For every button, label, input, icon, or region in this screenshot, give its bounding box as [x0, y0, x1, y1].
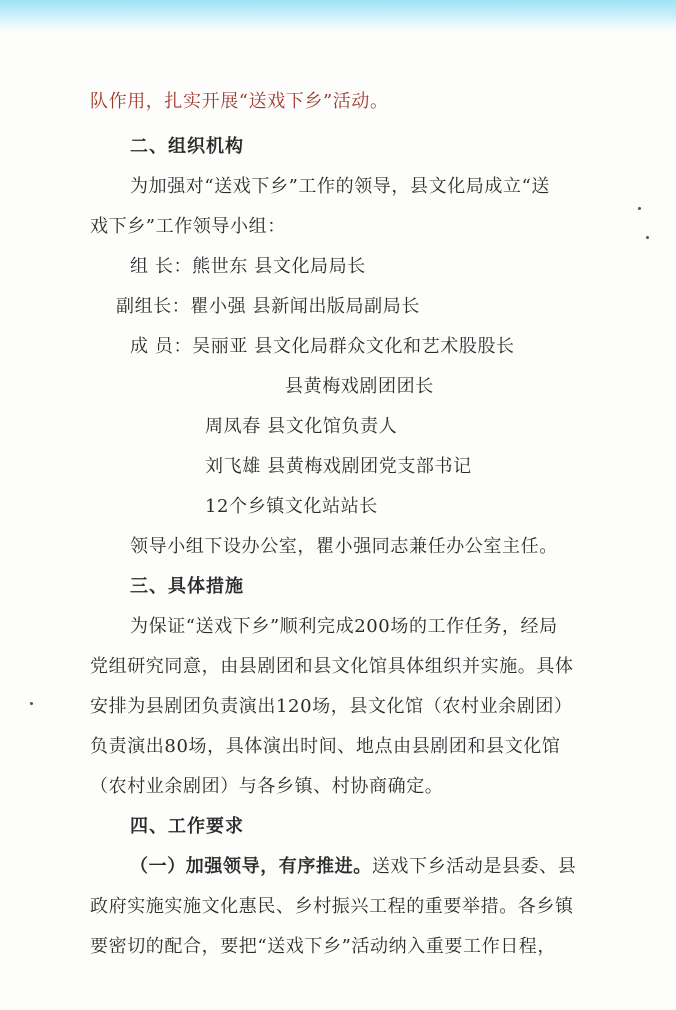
- subheading-strengthen-leadership: （一）加强领导，有序推进。: [130, 856, 372, 877]
- paragraph-office-note: 领导小组下设办公室，瞿小强同志兼任办公室主任。: [130, 536, 558, 557]
- member-troupe-head: 县黄梅戏剧团团长: [285, 376, 434, 397]
- paragraph-line-20: [130, 855, 576, 879]
- scan-speck: [646, 236, 649, 239]
- paragraph-line-17: 负责演出80场，具体演出时间、地点由县剧团和县文化馆: [90, 736, 561, 757]
- paragraph-line-1: 队作用，扎实开展“送戏下乡”活动。: [90, 91, 389, 112]
- section-heading-measures: 三、具体措施: [130, 576, 244, 597]
- member-leader: 组 长：熊世东 县文化局局长: [130, 256, 366, 277]
- section-heading-requirements: 四、工作要求: [130, 816, 244, 837]
- member-zhou-fengchun: 周凤春 县文化馆负责人: [205, 416, 398, 437]
- paragraph-line-15: 党组研究同意，由县剧团和县文化馆具体组织并实施。具体: [90, 656, 574, 677]
- member-wu-liya: 成 员：吴丽亚 县文化局群众文化和艺术股股长: [130, 336, 515, 357]
- scan-speck: [638, 207, 641, 210]
- paragraph-line-14: 为保证“送戏下乡”顺利完成200场的工作任务，经局: [130, 616, 558, 637]
- paragraph-line-4: 戏下乡”工作领导小组：: [90, 216, 286, 237]
- scan-speck: [30, 702, 33, 705]
- scan-edge-strip: [0, 0, 676, 34]
- paragraph-line-21: 政府实施实施文化惠民、乡村振兴工程的重要举措。各乡镇: [90, 896, 574, 917]
- paragraph-line-18: （农村业余剧团）与各乡镇、村协商确定。: [90, 776, 444, 797]
- paragraph-line-20-rest: 送戏下乡活动是县委、县: [371, 856, 577, 877]
- member-liu-feixiong: 刘飞雄 县黄梅戏剧团党支部书记: [205, 456, 472, 477]
- paragraph-line-16: 安排为县剧团负责演出120场，县文化馆（农村业余剧团）: [90, 696, 573, 717]
- paragraph-line-22: 要密切的配合，要把“送戏下乡”活动纳入重要工作日程，: [90, 936, 557, 957]
- member-station-heads: 12个乡镇文化站站长: [205, 496, 378, 517]
- section-heading-organization: 二、组织机构: [130, 136, 244, 157]
- paragraph-line-3: 为加强对“送戏下乡”工作的领导，县文化局成立“送: [130, 176, 551, 197]
- member-deputy-leader: 副组长：瞿小强 县新闻出版局副局长: [116, 296, 420, 317]
